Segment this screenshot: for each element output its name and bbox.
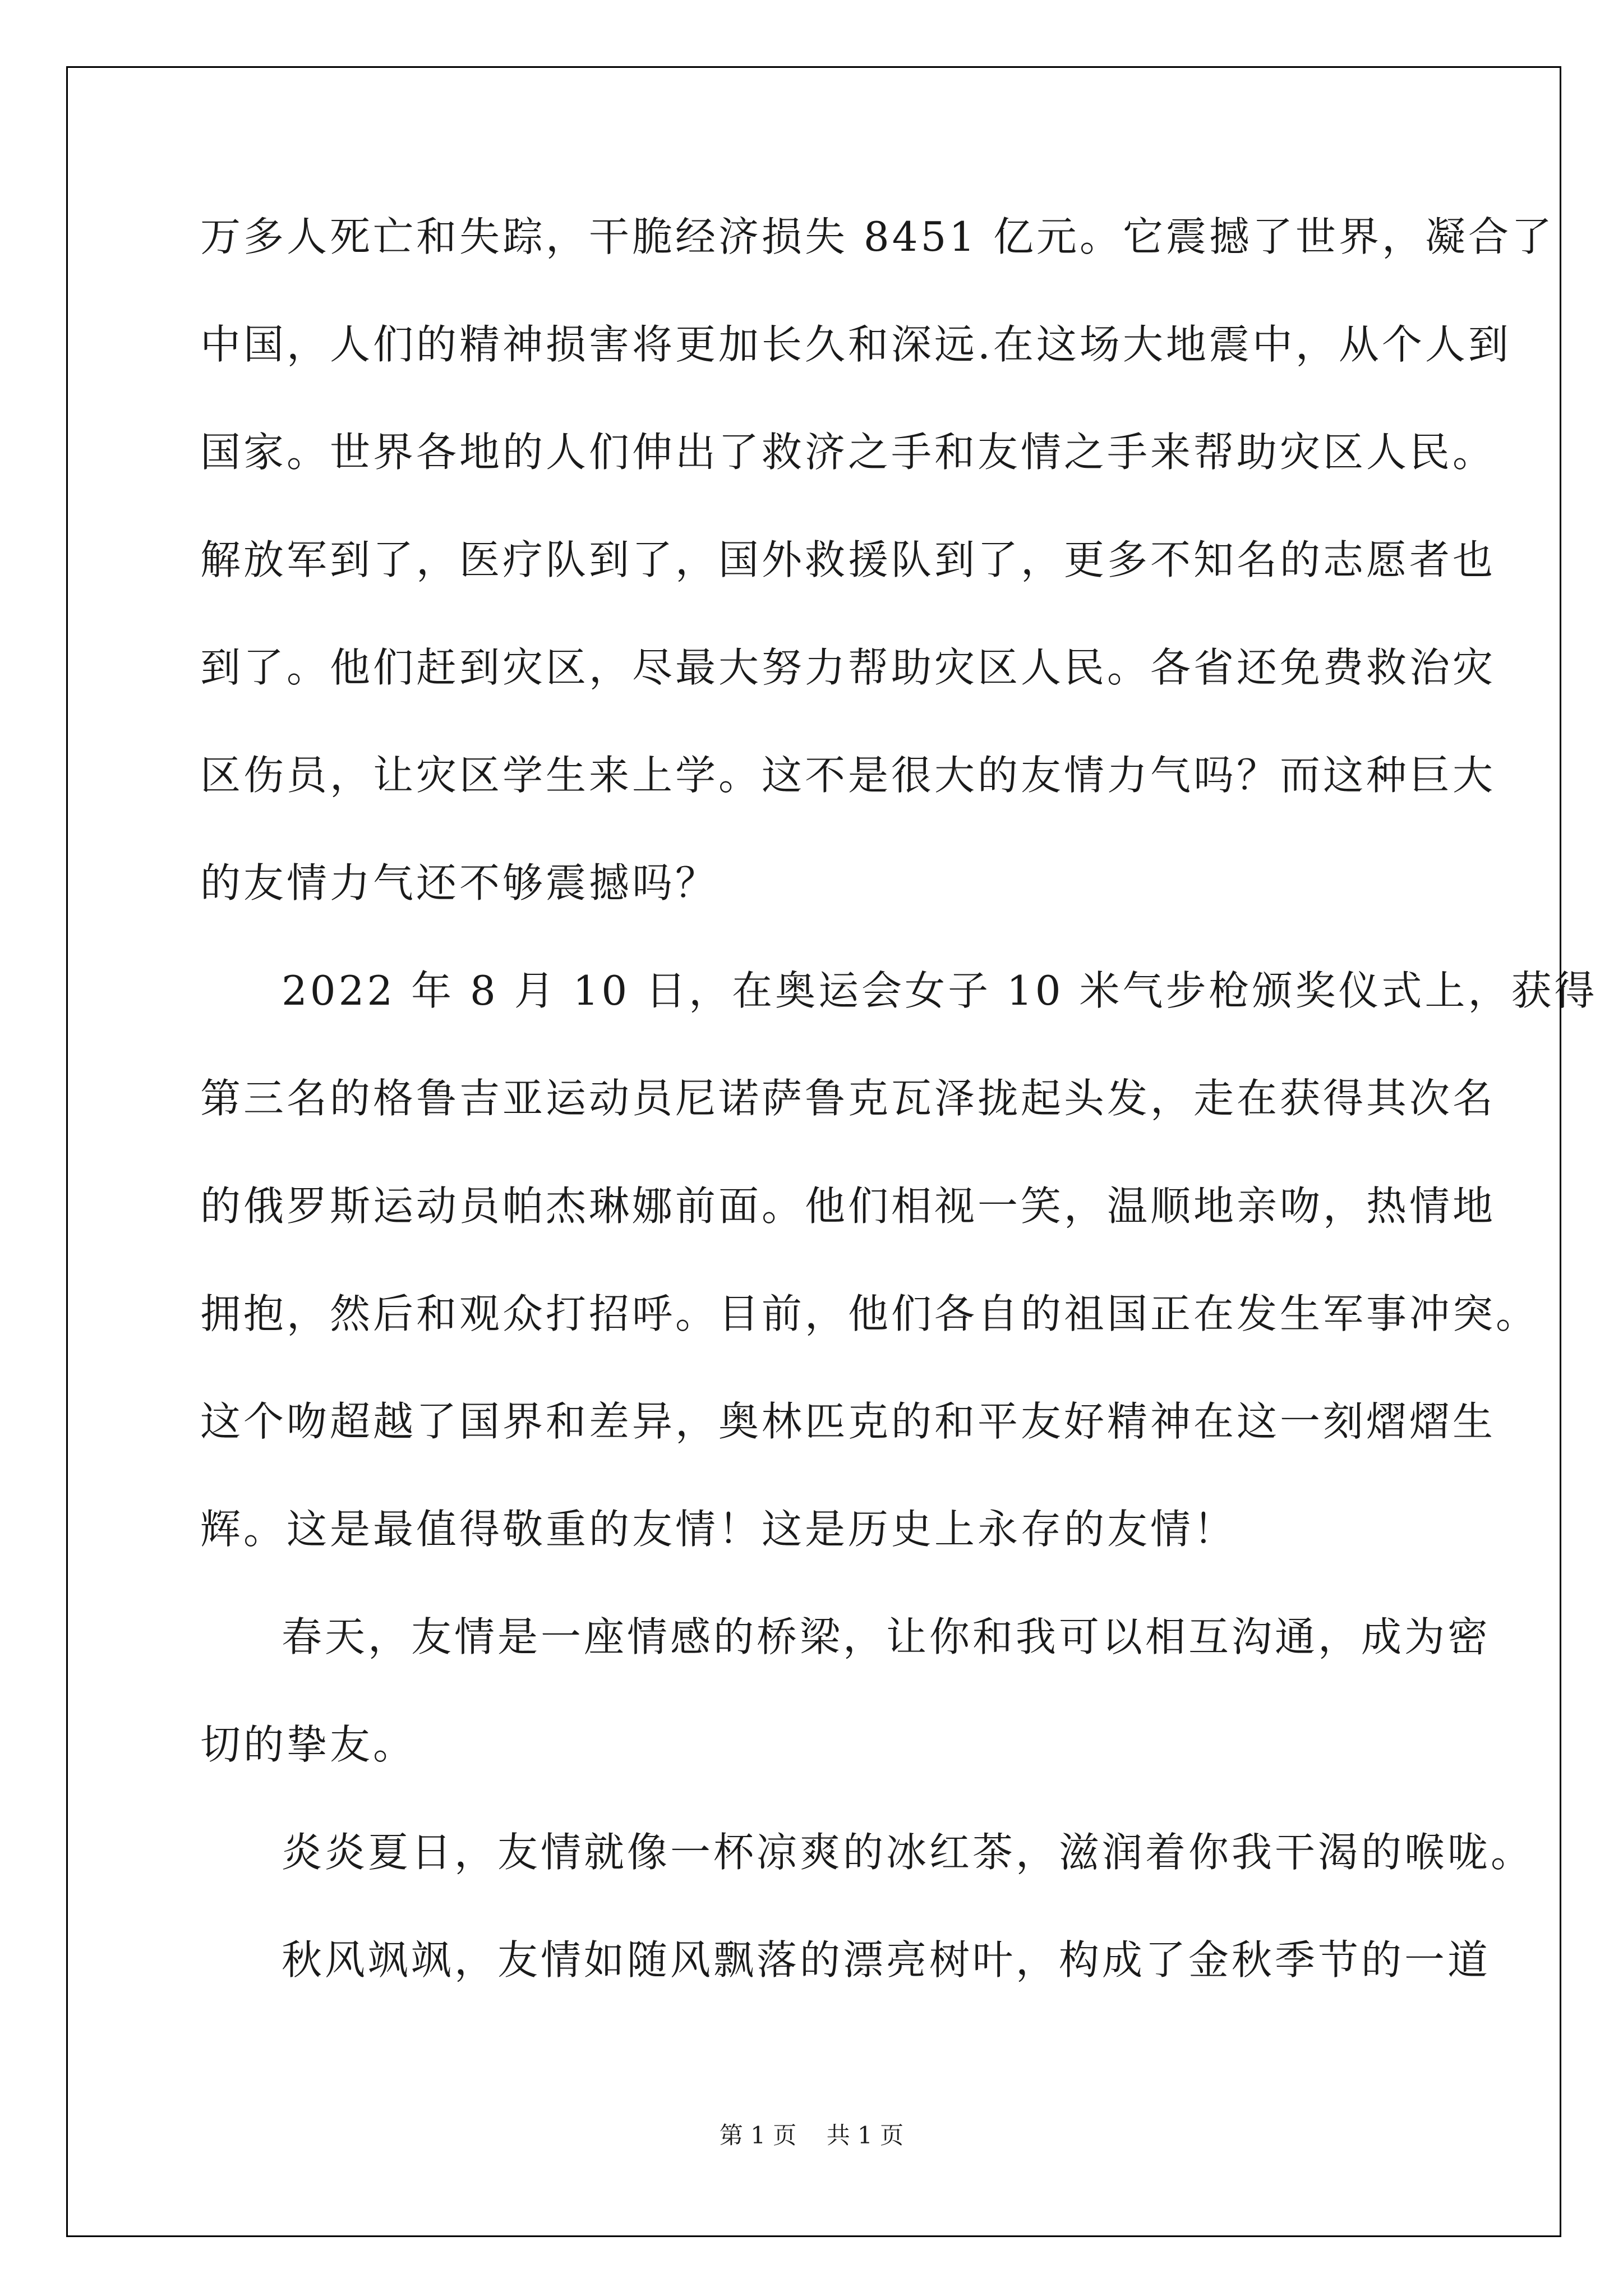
text-line: 万多人死亡和失踪，干脆经济损失 8451 亿元。它震撼了世界，凝合了 xyxy=(200,213,1555,260)
text-line: 第三名的格鲁吉亚运动员尼诺萨鲁克瓦泽拢起头发，走在获得其次名 xyxy=(200,1075,1496,1122)
document-body xyxy=(200,203,1598,2034)
paragraph-first-line: 2022 年 8 月 10 日，在奥运会女子 10 米气步枪颁奖仪式上，获得 xyxy=(282,967,1598,1014)
paragraph-first-line: 春天，友情是一座情感的桥梁，让你和我可以相互沟通，成为密 xyxy=(282,1613,1491,1660)
text-line: 区伤员，让灾区学生来上学。这不是很大的友情力气吗？而这种巨大 xyxy=(200,752,1496,799)
page-number-footer: 第 1 页 共 1 页 xyxy=(719,2122,904,2149)
text-line: 的俄罗斯运动员帕杰琳娜前面。他们相视一笑，温顺地亲吻，热情地 xyxy=(200,1182,1496,1230)
paragraph-first-line: 秋风飒飒，友情如随风飘落的漂亮树叶，构成了金秋季节的一道 xyxy=(282,1936,1491,1984)
text-line: 这个吻超越了国界和差异，奥林匹克的和平友好精神在这一刻熠熠生 xyxy=(200,1398,1496,1445)
text-line: 的友情力气还不够震撼吗？ xyxy=(200,859,719,907)
text-line: 国家。世界各地的人们伸出了救济之手和友情之手来帮助灾区人民。 xyxy=(200,429,1496,476)
text-line: 辉。这是最值得敬重的友情！这是历史上永存的友情！ xyxy=(200,1506,1237,1553)
paragraph-first-line: 炎炎夏日，友情就像一杯凉爽的冰红茶，滋润着你我干渴的喉咙。 xyxy=(282,1829,1534,1876)
text-line: 切的挚友。 xyxy=(200,1721,417,1768)
text-line: 中国，人们的精神损害将更加长久和深远.在这场大地震中，从个人到 xyxy=(200,321,1511,368)
text-line: 拥抱，然后和观众打招呼。目前，他们各自的祖国正在发生军事冲突。 xyxy=(200,1290,1539,1337)
text-line: 到了。他们赶到灾区，尽最大努力帮助灾区人民。各省还免费救治灾 xyxy=(200,644,1496,691)
text-line: 解放军到了，医疗队到了，国外救援队到了，更多不知名的志愿者也 xyxy=(200,536,1496,583)
